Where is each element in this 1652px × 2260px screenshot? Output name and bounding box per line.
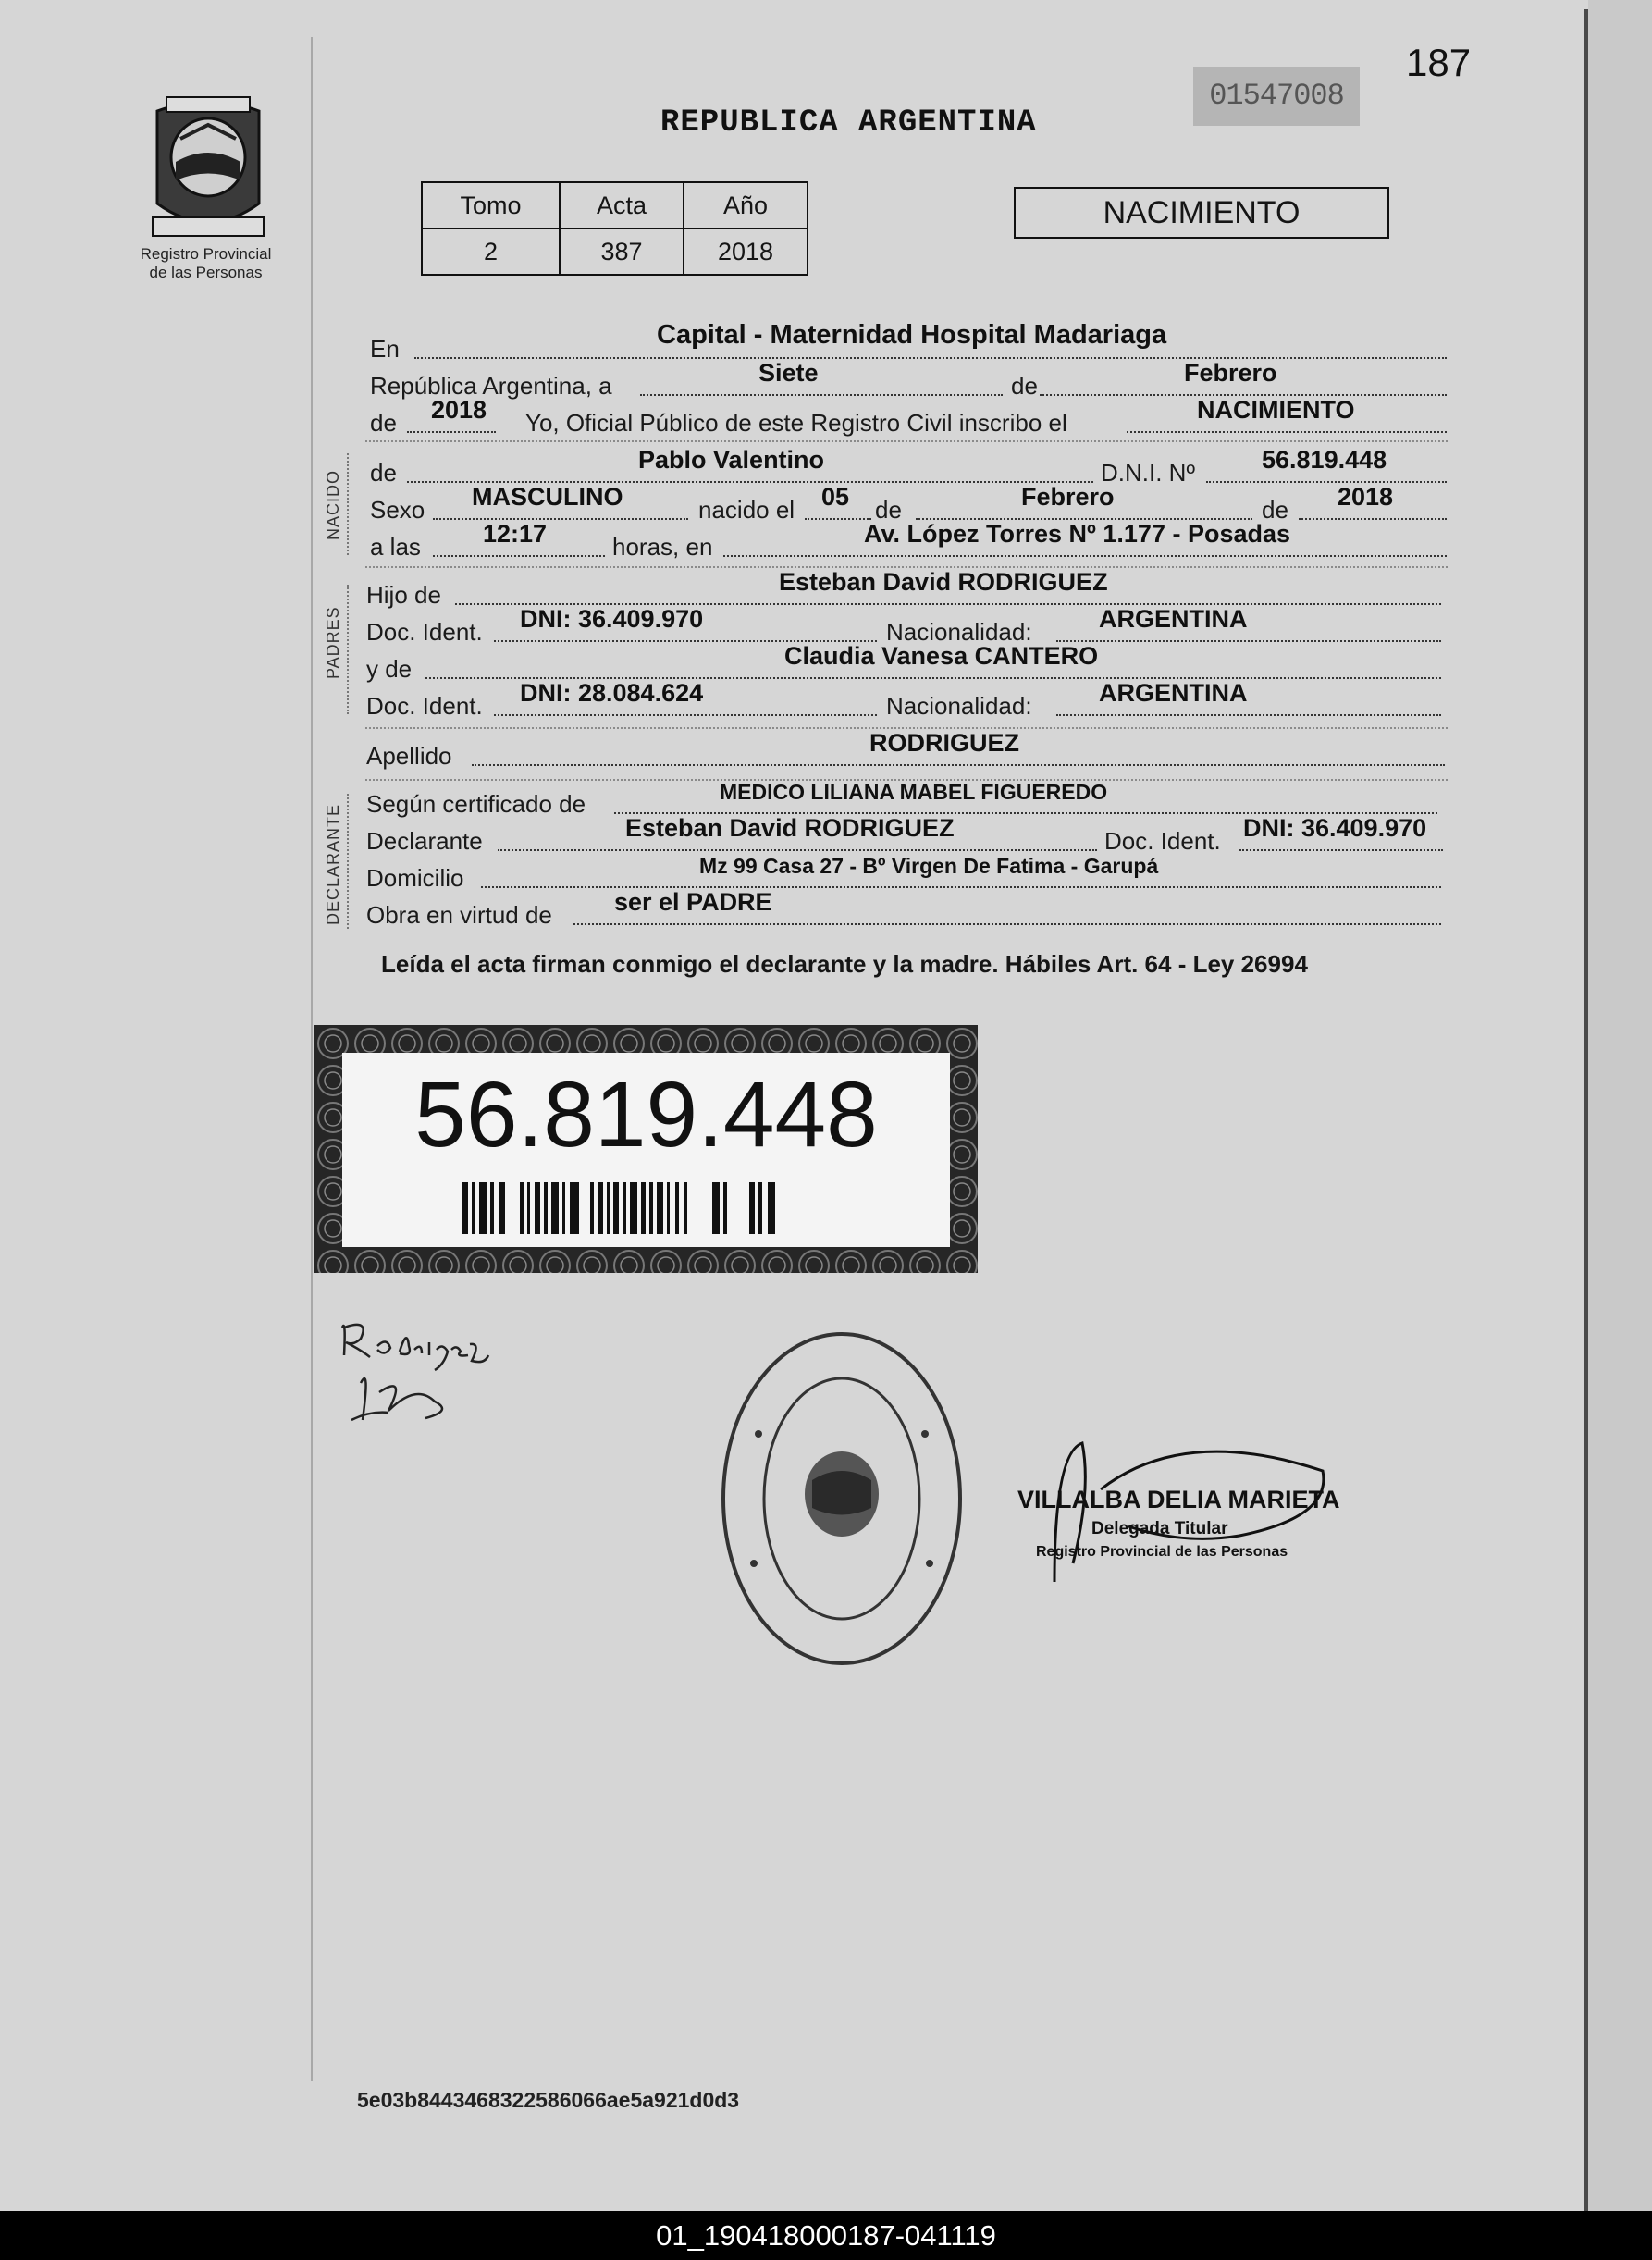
father-nationality-label: Nacionalidad: xyxy=(886,618,1032,646)
section-bracket xyxy=(347,794,349,929)
page-edge-shadow xyxy=(1584,9,1588,2211)
dotted-line xyxy=(1127,431,1447,433)
acta-value-tomo: 2 xyxy=(422,228,560,275)
child-name-value: Pablo Valentino xyxy=(638,446,825,474)
dotted-line xyxy=(494,714,877,716)
dotted-line xyxy=(414,357,1447,359)
section-separator xyxy=(365,440,1448,442)
birth-year-value: 2018 xyxy=(1338,483,1394,511)
birth-month-value: Febrero xyxy=(1021,483,1115,511)
acta-header-anio: Año xyxy=(684,182,808,228)
hora-value: 12:17 xyxy=(483,520,548,548)
day-value: Siete xyxy=(758,359,819,387)
father-name-value: Esteban David RODRIGUEZ xyxy=(779,568,1108,596)
section-bracket xyxy=(347,585,349,714)
cert-value: MEDICO LILIANA MABEL FIGUEREDO xyxy=(720,780,1108,804)
registry-label xyxy=(120,245,291,282)
file-id-bar: 01_190418000187-041119 xyxy=(0,2211,1652,2260)
nacido-de-label: de xyxy=(370,459,397,487)
sexo-label: Sexo xyxy=(370,496,425,524)
declarant-signature xyxy=(333,1309,573,1457)
dotted-line xyxy=(433,518,688,520)
dotted-line xyxy=(498,849,1097,851)
document-hash: 5e03b8443468322586066ae5a921d0d3 xyxy=(357,2088,740,2112)
dni-label: D.N.I. Nº xyxy=(1101,459,1195,487)
dotted-line xyxy=(1206,481,1447,483)
nacido-section-label: NACIDO xyxy=(324,469,342,540)
dotted-line xyxy=(1056,640,1441,642)
dni-big-number: 56.819.448 xyxy=(414,1063,878,1167)
official-seal xyxy=(703,1323,980,1674)
dotted-line xyxy=(1056,714,1441,716)
mother-name-value: Claudia Vanesa CANTERO xyxy=(784,642,1099,670)
dni-label-inner xyxy=(342,1053,950,1247)
de-label: de xyxy=(1011,372,1038,400)
apellido-label: Apellido xyxy=(366,742,452,770)
de-label-2: de xyxy=(875,496,902,524)
y-de-label: y de xyxy=(366,655,413,683)
acta-value-anio: 2018 xyxy=(684,228,808,275)
margin-line xyxy=(311,37,313,2081)
father-doc-value: DNI: 36.409.970 xyxy=(520,605,704,633)
hijo-de-label: Hijo de xyxy=(366,581,441,609)
declarante-name-value: Esteban David RODRIGUEZ xyxy=(625,814,955,842)
obra-label: Obra en virtud de xyxy=(366,901,552,929)
registry-label-line1: Registro Provincial xyxy=(140,245,272,263)
dotted-line xyxy=(723,555,1447,557)
dotted-line xyxy=(1239,849,1443,851)
dotted-line xyxy=(472,764,1445,766)
declarante-doc-value: DNI: 36.409.970 xyxy=(1243,814,1427,842)
acta-header-acta: Acta xyxy=(560,182,684,228)
acta-value-acta: 387 xyxy=(560,228,684,275)
father-doc-label: Doc. Ident. xyxy=(366,618,483,646)
declarante-label: Declarante xyxy=(366,827,483,855)
officer-text: Yo, Oficial Público de este Registro Civil inscribo el xyxy=(525,409,1067,437)
serial-stamp: 01547008 xyxy=(1193,67,1360,126)
cert-label: Según certificado de xyxy=(366,790,586,818)
row-en xyxy=(370,335,400,364)
section-bracket xyxy=(347,453,349,555)
stamp-title-text: Delegada Titular xyxy=(1091,1519,1228,1538)
mother-nationality-label: Nacionalidad: xyxy=(886,692,1032,720)
sexo-value: MASCULINO xyxy=(472,483,623,511)
row-republica xyxy=(370,372,612,401)
closing-text: Leída el acta firman conmigo el declarante y la madre. Hábiles Art. 64 - Ley 26994 xyxy=(381,950,1308,978)
domicilio-value: Mz 99 Casa 27 - Bº Virgen De Fatima - Garupá xyxy=(699,854,1159,878)
mother-doc-label: Doc. Ident. xyxy=(366,692,483,720)
record-value: NACIMIENTO xyxy=(1197,396,1355,424)
hora-label: a las xyxy=(370,533,421,561)
dotted-line xyxy=(407,431,496,433)
registry-label-line2: de las Personas xyxy=(149,264,263,281)
page-number: 187 xyxy=(1406,41,1472,84)
year-value: 2018 xyxy=(431,396,487,424)
nacido-el-label: nacido el xyxy=(698,496,795,524)
declarante-section-label: DECLARANTE xyxy=(324,803,342,925)
declarante-doc-label: Doc. Ident. xyxy=(1104,827,1221,855)
acta-table xyxy=(421,181,808,276)
en-label: En xyxy=(370,335,400,363)
obra-value: ser el PADRE xyxy=(614,888,772,916)
mother-doc-value: DNI: 28.084.624 xyxy=(520,679,704,707)
father-nationality-value: ARGENTINA xyxy=(1099,605,1248,633)
place-value: Capital - Maternidad Hospital Madariaga xyxy=(657,320,1167,350)
birth-place-value: Av. López Torres Nº 1.177 - Posadas xyxy=(864,520,1291,548)
dotted-line xyxy=(1299,518,1447,520)
mother-nationality-value: ARGENTINA xyxy=(1099,679,1248,707)
barcode xyxy=(462,1182,832,1234)
province-crest-logo xyxy=(139,93,277,250)
de2-label: de xyxy=(370,409,397,437)
birth-day-value: 05 xyxy=(821,483,850,511)
dotted-line xyxy=(433,555,605,557)
child-dni-value: 56.819.448 xyxy=(1262,446,1387,474)
month-value: Febrero xyxy=(1184,359,1277,387)
de-label-3: de xyxy=(1262,496,1288,524)
stamp-name-text: VILLALBA DELIA MARIETA xyxy=(1017,1486,1340,1513)
domicilio-label: Domicilio xyxy=(366,864,464,892)
country-title: REPUBLICA ARGENTINA xyxy=(660,105,1037,141)
acta-value-row xyxy=(422,228,808,275)
dotted-line xyxy=(640,394,1003,396)
republica-label: República Argentina, a xyxy=(370,372,612,400)
dotted-line xyxy=(805,518,871,520)
dni-number-label xyxy=(314,1025,978,1273)
record-type-box: NACIMIENTO xyxy=(1014,187,1389,239)
dotted-line xyxy=(573,923,1441,925)
page-edge xyxy=(1588,0,1652,2211)
registrar-signature-stamp xyxy=(1017,1434,1350,1591)
acta-header-tomo: Tomo xyxy=(422,182,560,228)
horas-en-label: horas, en xyxy=(612,533,713,561)
stamp-office-text: Registro Provincial de las Personas xyxy=(1036,1544,1288,1560)
apellido-value: RODRIGUEZ xyxy=(869,729,1019,757)
acta-header-row xyxy=(422,182,808,228)
padres-section-label: PADRES xyxy=(324,606,342,679)
